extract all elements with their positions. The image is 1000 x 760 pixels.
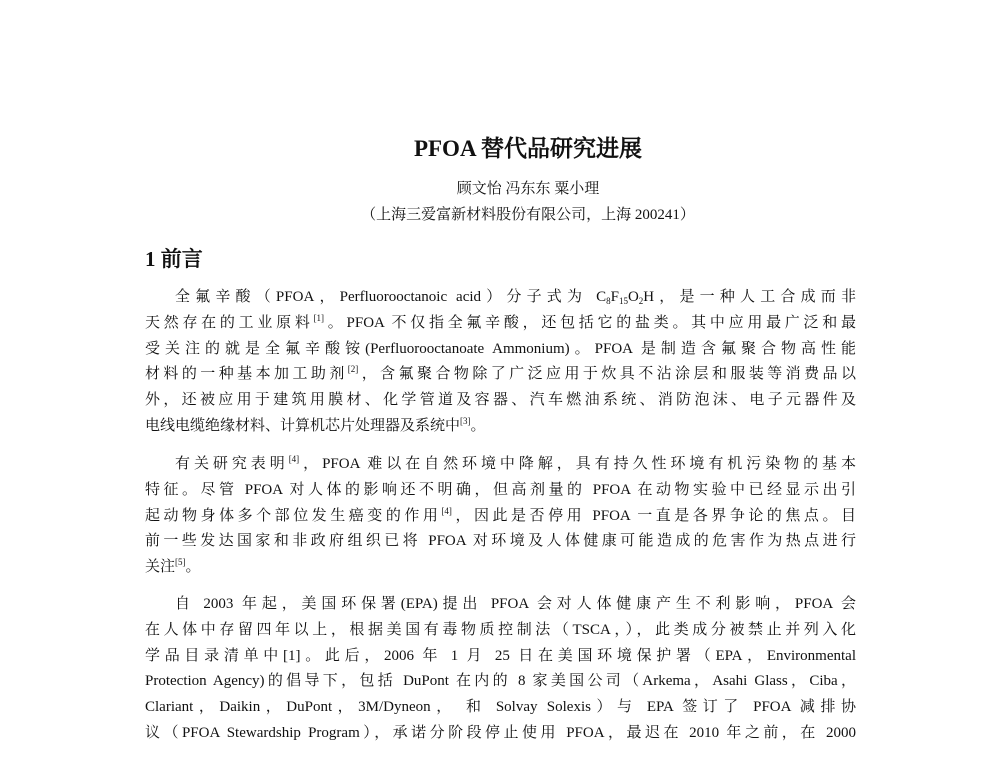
document-title: PFOA 替代品研究进展 (413, 136, 643, 161)
text-line (145, 504, 856, 530)
authors: 顾文怡 冯东东 粟小理 (456, 181, 600, 197)
text-line: Clariant，Daikin，DuPont，3M/Dyneon， 和 Solvay Solexis）与 EPA 签订了 PFOA 减排协 (145, 699, 856, 716)
text: 天然存在的工业原料 (145, 314, 314, 331)
text-line (145, 311, 856, 337)
subscript: 8 (606, 296, 611, 306)
text: O (627, 289, 639, 305)
paragraph-2 (145, 452, 856, 581)
subscript: 2 (638, 296, 644, 306)
text: 材料的一种基本加工助剂 (145, 366, 348, 383)
text-line: Protection Agency)的倡导下，包括 DuPont 在内的 8 家美国公司（Arkema，Asahi Glass，Ciba， (145, 673, 856, 690)
text: 起动物身体多个部位发生癌变的作用 (145, 507, 442, 524)
text-line: 特征。尽管 PFOA 对人体的影响还不明确，但高剂量的 PFOA 在动物实验中已经显示出引 (145, 481, 856, 498)
text: ，含氟聚合物除了广泛应用于炊具不沾涂层和服装等消费品以 (358, 366, 856, 383)
text-line: 外，还被应用于建筑用膜材、化学管道及容器、汽车燃油系统、消防泡沫、电子元器件及 (145, 392, 856, 409)
text-line (145, 362, 856, 388)
citation: [1] (313, 312, 325, 323)
text-line: 在人体中存留四年以上，根据美国有毒物质控制法（TSCA，），此类成分被禁止并列入化 (145, 621, 856, 638)
text: 。PFOA 不仅指全氟辛酸，还包括它的盐类。其中应用最广泛和最 (324, 314, 856, 331)
text: F (610, 289, 619, 305)
text-line (145, 555, 856, 581)
text-line (145, 414, 856, 440)
text: 关注 (145, 559, 176, 576)
text-line: 议（PFOA Stewardship Program），承诺分阶段停止使用 PFOA，最迟在 2010 年之前，在 2000 (145, 724, 856, 741)
text: 电线电缆绝缘材料、计算机芯片处理器及系统中 (145, 417, 461, 434)
text-line: 学品目录清单中[1]。此后，2006 年 1 月 25 日在美国环境保护署（EPA，Environmental (145, 647, 856, 664)
subscript: 15 (618, 296, 628, 306)
citation: [2] (347, 364, 359, 375)
paragraph-3 (145, 592, 856, 747)
citation: [3] (460, 415, 471, 426)
text-line: 自 2003 年起，美国环保署(EPA)提出 PFOA 会对人体健康产生不利影响，PFOA 会 (175, 596, 856, 612)
citation: [5] (175, 557, 186, 568)
text: 。 (185, 559, 201, 576)
text: 有关研究表明 (175, 456, 289, 472)
paragraph-1 (145, 285, 856, 440)
text: 。 (470, 417, 486, 434)
text: H，是一种人工合成而非 (643, 289, 856, 305)
text: ，因此是否停用 PFOA 一直是各界争论的焦点。目 (451, 507, 856, 524)
text-line: 前一些发达国家和非政府组织已将 PFOA 对环境及人体健康可能造成的危害作为热点进行 (145, 533, 856, 550)
text-line (145, 452, 856, 478)
text: ，PFOA 难以在自然环境中降解，具有持久性环境有机污染物的基本 (299, 456, 856, 472)
text: 全氟辛酸（PFOA，Perfluorooctanoic acid）分子式为 C (175, 289, 607, 305)
citation: [4] (288, 454, 300, 464)
text-line: 受关注的就是全氟辛酸铵(Perfluorooctanoate Ammonium)。PFOA 是制造含氟聚合物高性能 (145, 340, 856, 357)
text-line (145, 285, 856, 311)
section-heading: 1 前言 (145, 247, 203, 271)
citation: [4] (441, 505, 452, 516)
affiliation: （上海三爱富新材料股份有限公司，上海 200241） (361, 207, 695, 223)
